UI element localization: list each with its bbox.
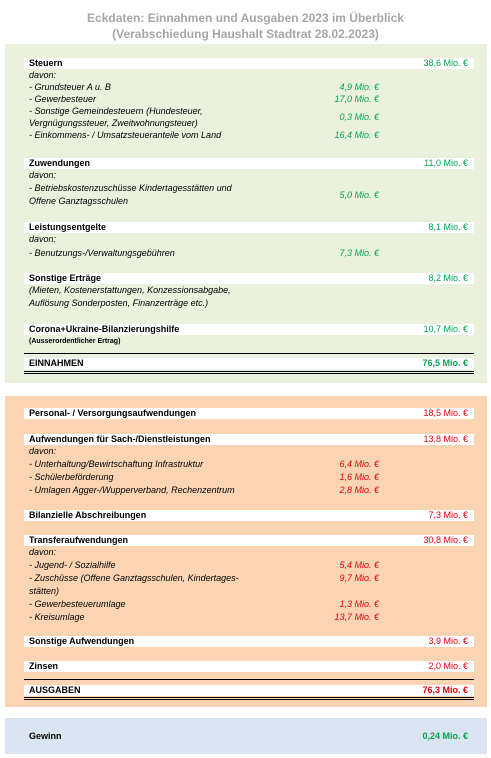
transfer-total: 30,8 Mio. € <box>423 535 468 545</box>
sonstige-ertraege-total: 8,2 Mio. € <box>428 273 468 283</box>
personal-label: Personal- / Versorgungsaufwendungen <box>29 408 197 418</box>
expense-panel <box>5 396 487 707</box>
steuern-item-label-cont: Vergnügungssteuer, Zweitwohnungsteuer) <box>29 118 198 128</box>
leistungsentgelte-total: 8,1 Mio. € <box>428 222 468 232</box>
sach-item-value: 1,6 Mio. € <box>339 472 379 482</box>
steuern-item-value: 4,9 Mio. € <box>339 82 379 92</box>
leistungsentgelte-item-value: 7,3 Mio. € <box>339 248 379 258</box>
income-panel <box>5 44 487 383</box>
steuern-label: Steuern <box>29 58 63 68</box>
sach-item-label: - Umlagen Agger-/Wupperverband, Rechenzentrum <box>29 485 235 495</box>
sach-label: Aufwendungen für Sach-/Dienstleistungen <box>29 434 211 444</box>
sach-item-value: 6,4 Mio. € <box>339 459 379 469</box>
leistungsentgelte-item-label: - Benutzungs-/Verwaltungsgebühren <box>29 248 175 258</box>
zinsen-total: 2,0 Mio. € <box>428 661 468 671</box>
gewinn-label: Gewinn <box>29 731 62 741</box>
zuwendungen-davon: davon: <box>29 170 57 180</box>
leistungsentgelte-label: Leistungsentgelte <box>29 222 107 232</box>
summary-double-rule <box>24 697 474 700</box>
page-subtitle: (Verabschiedung Haushalt Stadtrat 28.02.2023) <box>112 27 379 41</box>
steuern-item-label: - Sonstige Gemeindesteuern (Hundesteuer, <box>29 106 203 116</box>
steuern-item-value: 17,0 Mio. € <box>334 94 379 104</box>
steuern-item-label: - Gewerbesteuer <box>29 94 97 104</box>
steuern-item-value: 16,4 Mio. € <box>334 130 379 140</box>
transfer-davon: davon: <box>29 547 57 557</box>
steuern-item-value: 0,3 Mio. € <box>339 112 379 122</box>
transfer-item-label: - Kreisumlage <box>29 612 85 622</box>
sonstige-aufwendungen-total: 3,9 Mio. € <box>428 636 468 646</box>
sach-item-value: 2,8 Mio. € <box>339 485 379 495</box>
gewinn-total: 0,24 Mio. € <box>422 731 468 741</box>
zuwendungen-item-label: - Betriebskostenzuschüsse Kindertagesstätten und <box>29 183 232 193</box>
personal-total: 18,5 Mio. € <box>423 408 468 418</box>
corona-total: 10,7 Mio. € <box>423 324 468 334</box>
einnahmen-label: EINNAHMEN <box>29 358 84 368</box>
sonstige-ertraege-note-cont: Auflösung Sonderposten, Finanzerträge etc.) <box>29 298 209 308</box>
sonstige-ertraege-note: (Mieten, Kostenerstattungen, Konzessionsabgabe, <box>29 285 231 295</box>
transfer-item-label-cont: stätten) <box>29 586 60 596</box>
sach-total: 13,8 Mio. € <box>423 434 468 444</box>
transfer-item-value: 9,7 Mio. € <box>339 573 379 583</box>
summary-double-rule <box>24 371 474 374</box>
transfer-item-value: 5,4 Mio. € <box>339 560 379 570</box>
sach-item-label: - Schülerbeförderung <box>29 472 114 482</box>
zuwendungen-item-value: 5,0 Mio. € <box>339 190 379 200</box>
transfer-item-label: - Zuschüsse (Offene Ganztagsschulen, Kindertages- <box>29 573 239 583</box>
profit-panel <box>5 718 487 754</box>
transfer-item-label: - Gewerbesteuerumlage <box>29 599 126 609</box>
sach-item-label: - Unterhaltung/Bewirtschaftung Infrastruktur <box>29 459 204 469</box>
leistungsentgelte-davon: davon: <box>29 234 57 244</box>
summary-rule <box>24 353 474 354</box>
steuern-item-label: - Grundsteuer A u. B <box>29 82 111 92</box>
sonstige-ertraege-label: Sonstige Erträge <box>29 273 102 283</box>
transfer-item-value: 1,3 Mio. € <box>339 599 379 609</box>
sonstige-aufwendungen-label: Sonstige Aufwendungen <box>29 636 135 646</box>
zinsen-label: Zinsen <box>29 661 59 671</box>
zuwendungen-item-label-cont: Offene Ganztagsschulen <box>29 196 129 206</box>
sach-davon: davon: <box>29 446 57 456</box>
summary-rule <box>24 679 474 680</box>
page-title: Eckdaten: Einnahmen und Ausgaben 2023 im Überblick <box>87 11 404 25</box>
transfer-item-label: - Jugend- / Sozialhilfe <box>29 560 116 570</box>
abschreibungen-label: Bilanzielle Abschreibungen <box>29 510 147 520</box>
ausgaben-label: AUSGABEN <box>29 685 81 695</box>
transfer-item-value: 13,7 Mio. € <box>334 612 379 622</box>
steuern-davon: davon: <box>29 70 57 80</box>
corona-note: (Ausserordentlicher Ertrag) <box>29 338 121 345</box>
abschreibungen-total: 7,3 Mio. € <box>428 510 468 520</box>
corona-label: Corona+Ukraine-Bilanzierungshilfe <box>29 324 180 334</box>
steuern-item-label: - Einkommens- / Umsatzsteueranteile vom Land <box>29 130 222 140</box>
steuern-total: 38,6 Mio. € <box>423 58 468 68</box>
transfer-label: Transferaufwendungen <box>29 535 129 545</box>
zuwendungen-total: 11,0 Mio. € <box>424 158 468 168</box>
zuwendungen-label: Zuwendungen <box>29 158 90 168</box>
ausgaben-total: 76,3 Mio. € <box>422 685 468 695</box>
einnahmen-total: 76,5 Mio. € <box>422 358 468 368</box>
